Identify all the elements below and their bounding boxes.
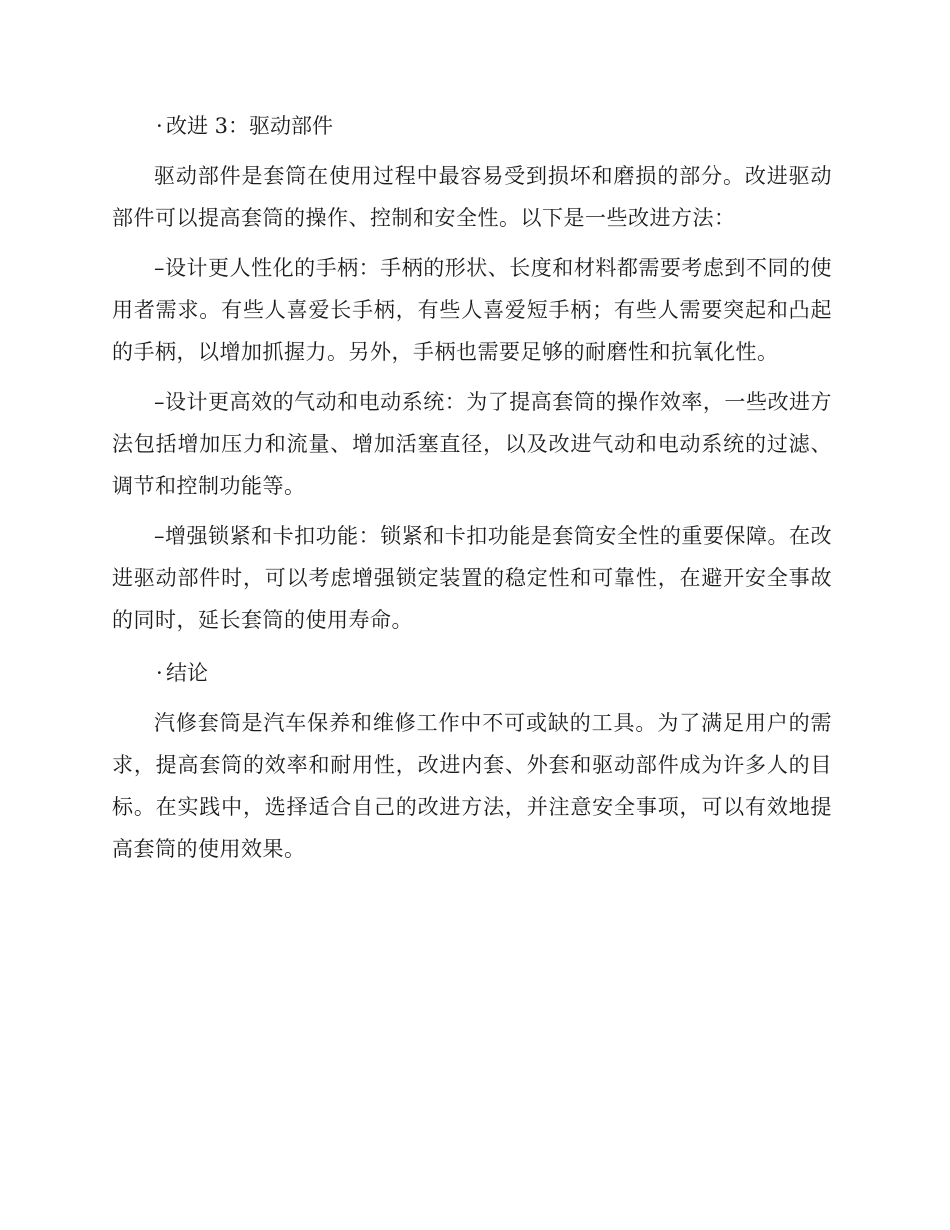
paragraph-conclusion: 汽修套筒是汽车保养和维修工作中不可或缺的工具。为了满足用户的需求，提高套筒的效率和耐用性，改进内套、外套和驱动部件成为许多人的目标。在实践中，选择适合自己的改进方法，并注意安全事项，可以有效地提高套筒的使用效果。 [112,711,832,861]
bullet-marker: · [156,114,163,138]
spacer [112,507,832,515]
bullet-marker: · [156,661,163,685]
list-item-pneumatic-electric: –设计更高效的气动和电动系统：为了提高套筒的操作效率，一些改进方法包括增加压力和流量、增加活塞直径，以及改进气动和电动系统的过滤、调节和控制功能等。 [112,390,832,498]
spacer [112,373,832,381]
list-item-locking: –增强锁紧和卡扣功能：锁紧和卡扣功能是套筒安全性的重要保障。在改进驱动部件时，可以考虑增强锁定装置的稳定性和可靠性，在避开安全事故的同时，延长套筒的使用寿命。 [112,524,832,632]
spacer [112,641,832,653]
section-heading-drive [112,106,832,147]
section-heading-drive-text: 改进 3：驱动部件 [166,114,334,138]
document-body [112,106,832,870]
paragraph-drive-intro: 驱动部件是套筒在使用过程中最容易受到损坏和磨损的部分。改进驱动部件可以提高套筒的操作、控制和安全性。以下是一些改进方法： [112,164,832,230]
section-heading-conclusion-text: 结论 [166,661,208,685]
spacer [112,239,832,247]
spacer [112,694,832,702]
section-heading-conclusion [112,653,832,694]
list-item-handle: –设计更人性化的手柄：手柄的形状、长度和材料都需要考虑到不同的使用者需求。有些人喜爱长手柄，有些人喜爱短手柄；有些人需要突起和凸起的手柄，以增加抓握力。另外，手柄也需要足够的耐磨性和抗氧化性。 [112,256,832,364]
spacer [112,147,832,155]
